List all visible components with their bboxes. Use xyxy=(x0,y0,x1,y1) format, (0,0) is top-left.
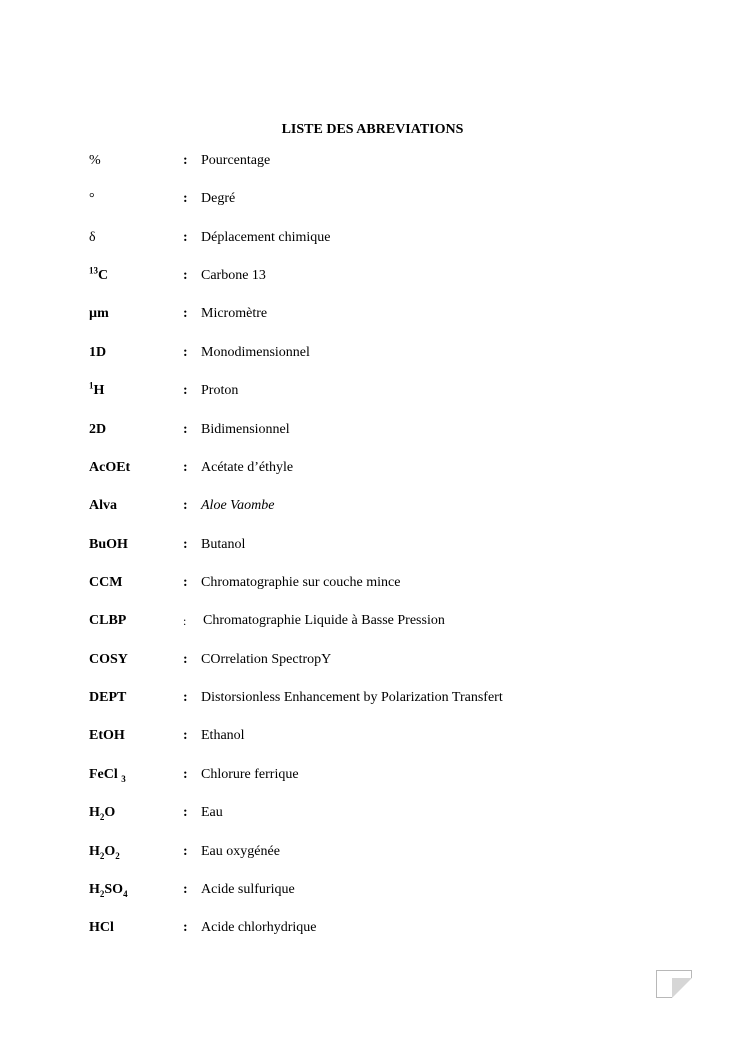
list-item xyxy=(0,189,745,209)
abbreviation-definition: Bidimensionnel xyxy=(201,422,290,437)
abbreviation-definition: Acide sulfurique xyxy=(201,882,295,897)
separator: : xyxy=(183,614,187,628)
list-item xyxy=(0,535,745,555)
term-main: FeCl xyxy=(89,767,118,782)
abbreviation-definition: Micromètre xyxy=(201,306,268,321)
abbreviation-definition: Distorsionless Enhancement by Polarization Transfert xyxy=(201,690,503,705)
abbreviation-term: DEPT xyxy=(89,690,127,705)
term-subscript: 2 xyxy=(99,811,105,822)
abbreviation-term: CLBP xyxy=(89,613,127,628)
list-item xyxy=(0,650,745,670)
list-item xyxy=(0,496,745,516)
abbreviation-definition: Butanol xyxy=(201,537,246,552)
abbreviation-term: 1D xyxy=(89,345,107,360)
separator: : xyxy=(183,460,188,475)
abbreviation-definition: Chromatographie sur couche mince xyxy=(201,575,401,590)
abbreviation-definition: Pourcentage xyxy=(201,153,271,168)
list-item xyxy=(0,151,745,171)
abbreviation-definition: Acétate d’éthyle xyxy=(201,460,294,475)
abbreviation-term: ° xyxy=(89,191,95,206)
list-item xyxy=(0,573,745,593)
term-superscript: 13 xyxy=(89,265,98,276)
separator: : xyxy=(183,537,188,552)
term-part: O xyxy=(104,805,116,820)
list-item xyxy=(0,228,745,248)
abbreviation-definition: Déplacement chimique xyxy=(201,230,331,245)
separator: : xyxy=(183,306,188,321)
page-title: LISTE DES ABREVIATIONS xyxy=(281,122,464,137)
separator: : xyxy=(183,383,188,398)
separator: : xyxy=(183,805,188,820)
term-subscript: 2 xyxy=(99,850,105,861)
separator: : xyxy=(183,345,188,360)
page-number-box xyxy=(656,970,692,998)
abbreviation-definition: Eau xyxy=(201,805,223,820)
term-main: C xyxy=(98,268,109,283)
list-item xyxy=(0,381,745,401)
abbreviation-term: AcOEt xyxy=(89,460,131,475)
abbreviation-term xyxy=(89,765,126,785)
list-item xyxy=(0,918,745,938)
list-item xyxy=(0,266,745,286)
separator: : xyxy=(183,498,188,513)
term-part: H xyxy=(89,882,100,897)
abbreviation-term: % xyxy=(89,153,101,168)
term-subscript: 3 xyxy=(121,773,126,784)
separator: : xyxy=(183,767,188,782)
separator: : xyxy=(183,920,188,935)
list-item xyxy=(0,611,745,631)
separator: : xyxy=(183,575,188,590)
term-part: SO xyxy=(104,882,124,897)
term-main: H xyxy=(93,383,105,398)
list-item xyxy=(0,688,745,708)
abbreviation-term xyxy=(89,381,104,401)
list-item xyxy=(0,304,745,324)
separator: : xyxy=(183,191,188,206)
separator: : xyxy=(183,230,188,245)
list-item xyxy=(0,842,745,862)
abbreviation-term: 2D xyxy=(89,422,107,437)
abbreviation-term: CCM xyxy=(89,575,123,590)
abbreviation-definition: Ethanol xyxy=(201,728,245,743)
abbreviation-definition: Proton xyxy=(201,383,239,398)
separator: : xyxy=(183,268,188,283)
list-item xyxy=(0,420,745,440)
term-superscript: 1 xyxy=(89,380,94,391)
separator: : xyxy=(183,422,188,437)
separator: : xyxy=(183,153,188,168)
term-subscript: 4 xyxy=(123,888,128,899)
abbreviation-definition: Aloe Vaombe xyxy=(201,498,275,513)
list-item xyxy=(0,726,745,746)
abbreviation-term xyxy=(89,266,108,286)
abbreviation-definition: Monodimensionnel xyxy=(201,345,310,360)
abbreviation-definition: Acide chlorhydrique xyxy=(201,920,317,935)
term-part: H xyxy=(89,844,100,859)
term-part: H xyxy=(89,805,100,820)
abbreviation-definition: Eau oxygénée xyxy=(201,844,280,859)
list-item xyxy=(0,343,745,363)
separator: : xyxy=(183,882,188,897)
abbreviation-term xyxy=(89,803,115,823)
list-item xyxy=(0,803,745,823)
separator: : xyxy=(183,844,188,859)
term-subscript: 2 xyxy=(99,888,105,899)
separator: : xyxy=(183,652,188,667)
page-number: i xyxy=(672,977,676,989)
abbreviation-term: Alva xyxy=(89,498,117,513)
abbreviation-term: EtOH xyxy=(89,728,125,743)
term-part: O xyxy=(104,844,116,859)
abbreviation-term: COSY xyxy=(89,652,128,667)
abbreviation-definition: COrrelation SpectropY xyxy=(201,652,332,667)
term-subscript: 2 xyxy=(115,850,120,861)
list-item xyxy=(0,765,745,785)
separator: : xyxy=(183,728,188,743)
separator: : xyxy=(183,690,188,705)
abbreviation-definition: Chlorure ferrique xyxy=(201,767,299,782)
abbreviation-term: BuOH xyxy=(89,537,128,552)
list-item xyxy=(0,880,745,900)
abbreviation-definition: Chromatographie Liquide à Basse Pression xyxy=(203,613,445,628)
abbreviation-term xyxy=(89,880,128,900)
abbreviation-term: HCl xyxy=(89,920,114,935)
abbreviation-term: µm xyxy=(89,306,109,321)
abbreviation-term: δ xyxy=(89,230,96,245)
folded-corner-icon xyxy=(672,978,692,998)
abbreviation-definition: Degré xyxy=(201,191,236,206)
abbreviation-definition: Carbone 13 xyxy=(201,268,266,283)
abbreviation-term xyxy=(89,842,120,862)
list-item xyxy=(0,458,745,478)
